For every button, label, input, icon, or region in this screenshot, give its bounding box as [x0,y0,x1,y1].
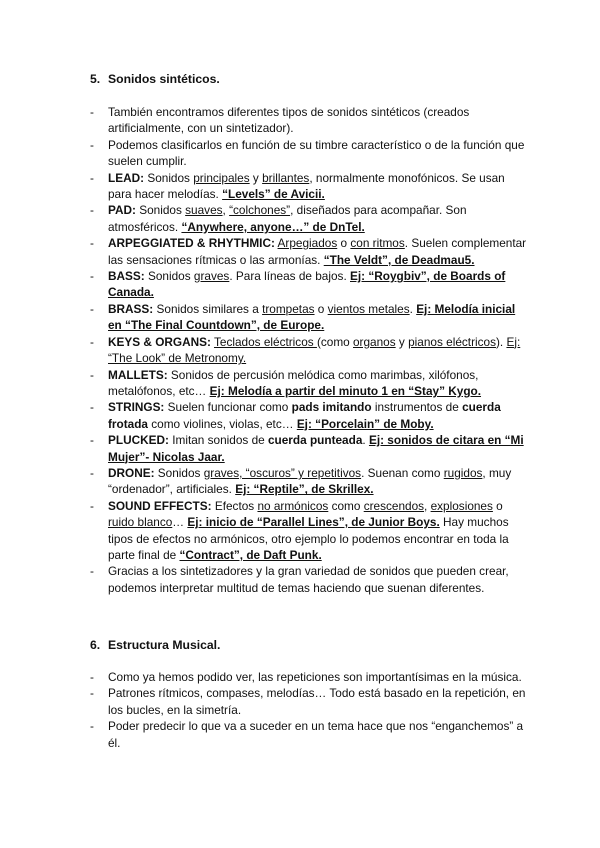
list-item [90,669,530,685]
bullet-dash: - [90,498,94,513]
section-5-heading [90,72,220,86]
list-item [90,498,530,564]
text-run: Sonidos [144,170,194,185]
text-run: Sonidos [144,269,194,284]
bullet-dash: - [90,686,94,701]
underlined-text: organos [353,334,396,349]
list-item [90,367,530,400]
section-6-list [90,669,530,751]
underlined-text: Teclados eléctricos [213,334,317,349]
underlined-text: suaves [185,203,223,218]
text-run: Poder predecir lo que va a suceder en un tema hace que nos “enganchemos” a él. [108,719,524,750]
text-run: , diseñados para acompañar. Son atmosféricos. [108,203,467,234]
text-run: Podemos clasificarlos en función de su timbre característico o de la función que suelen cumplir. [108,137,525,169]
text-run: y [249,170,263,185]
section-6-title: Estructura Musical. [108,638,221,652]
list-item [90,268,530,301]
underlined-text: brillantes [262,170,310,185]
bold-text: PLUCKED: [108,433,169,448]
list-item [90,137,530,170]
text-run: . Para líneas de bajos. [229,269,350,284]
text-run: , muy “ordenador”, artificiales. [108,465,512,497]
bold-text: STRINGS: [108,400,165,415]
bold-text: BRASS: [108,301,154,316]
bullet-dash: - [90,334,94,349]
section-6-number: 6. [90,638,101,652]
text-run: o [492,498,503,513]
example-reference: Ej: Melodía inicial en “The Final Countdown”, de Europe. [108,301,516,333]
bullet-dash: - [90,564,94,579]
example-reference: “Levels” de Avicii. [222,187,325,202]
list-item [90,718,530,751]
text-run: instrumentos de [371,400,463,415]
text-run: . Suenan como [361,465,444,480]
bullet-dash: - [90,203,94,218]
text-run: Sonidos similares a [153,301,263,316]
text-run: como violines, violas, etc… [147,416,297,431]
bullet-dash: - [90,301,94,316]
text-run: (como [316,334,353,349]
bullet-dash: - [90,400,94,415]
underlined-text: trompetas [262,301,315,316]
text-run: Como ya hemos podido ver, las repeticiones son importantísimas en la música. [108,670,522,684]
list-item [90,235,530,268]
bullet-dash: - [90,236,94,251]
underlined-text: principales [193,170,250,185]
text-run: Efectos [211,498,258,513]
list-item [90,334,530,367]
list-item [90,202,530,235]
example-reference: Ej: Melodía a partir del minuto 1 en “Stay” Kygo. [209,383,482,398]
text-run: . Suelen complementar las sensaciones rítmicas o las armonías. [108,236,527,267]
text-run: Sonidos [154,465,204,480]
text-run: También encontramos diferentes tipos de sonidos sintéticos (creados artificialmente, con un sintetizador). [108,105,470,136]
bold-text: pads imitando [291,400,372,415]
text-run: … [172,515,188,530]
text-run: Gracias a los sintetizadores y la gran variedad de sonidos que pueden crear, podemos interpretar multitud de temas haciendo que suenan diferentes. [108,564,509,595]
bold-text: PAD: [108,203,136,218]
example-reference: Ej: “Porcelain” de Moby. [296,416,434,431]
section-5-title: Sonidos sintéticos. [108,72,220,86]
example-reference: “Contract”, de Daft Punk. [179,547,322,562]
underlined-text: con ritmos [350,236,405,251]
bullet-dash: - [90,670,94,684]
example-reference: Ej: inicio de “Parallel Lines”, de Junior Boys. [187,515,440,530]
text-run: y [395,334,409,349]
text-run: Sonidos [135,203,186,218]
list-item [90,563,530,596]
example-reference: Ej: sonidos de citara en “Mi Mujer”- Nicolas Jaar. [108,433,524,464]
text-run: . [409,301,417,316]
bullet-dash: - [90,137,94,152]
list-item [90,399,530,432]
bold-text: DRONE: [108,465,155,480]
example-reference: Ej: “Reptile”, de Skrillex. [235,482,374,497]
text-run: ). [495,334,507,349]
underlined-text: ruido blanco [108,515,173,530]
underlined-text: no armónicos [257,498,329,513]
underlined-text: rugidos [443,465,483,480]
underlined-text: Arpegiados [277,236,338,251]
bullet-dash: - [90,465,94,480]
bold-text: LEAD: [108,170,145,185]
underlined-text: graves [193,269,230,284]
text-run: , [222,203,230,218]
underlined-text: vientos metales [327,301,410,316]
list-item [90,465,530,498]
text-run: Sonidos de percusión melódica como marimbas, xilófonos, metalófonos, etc… [108,367,479,398]
section-5-list [90,104,530,596]
example-reference: “Anywhere, anyone…” de DnTel. [181,219,365,234]
list-item [90,432,530,465]
underlined-text: explosiones [430,498,493,513]
text-run: . [362,433,369,448]
text-run: Imitan sonidos de [168,433,268,448]
bold-text: MALLETS: [108,367,168,382]
bold-text: cuerda frotada [108,400,501,431]
text-run: Hay muchos tipos de efectos no armónicos, otro ejemplo lo podemos encontrar en toda la parte final de [108,515,509,562]
bold-text: cuerda punteada [267,433,363,448]
section-5-number: 5. [90,72,101,86]
bullet-dash: - [90,105,94,119]
underlined-text: pianos eléctricos [408,334,496,349]
underlined-text: crescendos [363,498,425,513]
text-run: , [424,498,431,513]
bold-text: SOUND EFFECTS: [108,498,212,513]
bold-text: KEYS & ORGANS: [108,334,211,349]
underlined-text: Ej: “The Look” de Metronomy. [108,334,521,366]
text-run: Suelen funcionar como [164,400,292,415]
text-run: o [337,236,351,251]
list-item [90,170,530,203]
list-item [90,301,530,334]
example-reference: Ej: “Roygbiv”, de Boards of Canada. [108,269,506,300]
text-run: como [328,498,364,513]
list-item [90,104,530,137]
underlined-text: “colchones” [229,203,291,218]
list-item [90,685,530,718]
text-run: , normalmente monofónicos. Se usan para hacer melodías. [108,170,505,202]
text-run: Patrones rítmicos, compases, melodías… Todo está basado en la repetición, en los bucles, en la simetría. [108,686,526,717]
bullet-dash: - [90,170,94,185]
bullet-dash: - [90,269,94,284]
text-run: o [314,301,328,316]
bold-text: BASS: [108,269,145,284]
section-6-heading [90,638,220,652]
bullet-dash: - [90,367,94,382]
example-reference: “The Veldt”, de Deadmau5. [323,252,475,267]
bold-text: ARPEGGIATED & RHYTHMIC: [108,236,275,251]
bullet-dash: - [90,719,94,734]
bullet-dash: - [90,433,94,448]
underlined-text: graves, “oscuros” y repetitivos [203,465,362,480]
